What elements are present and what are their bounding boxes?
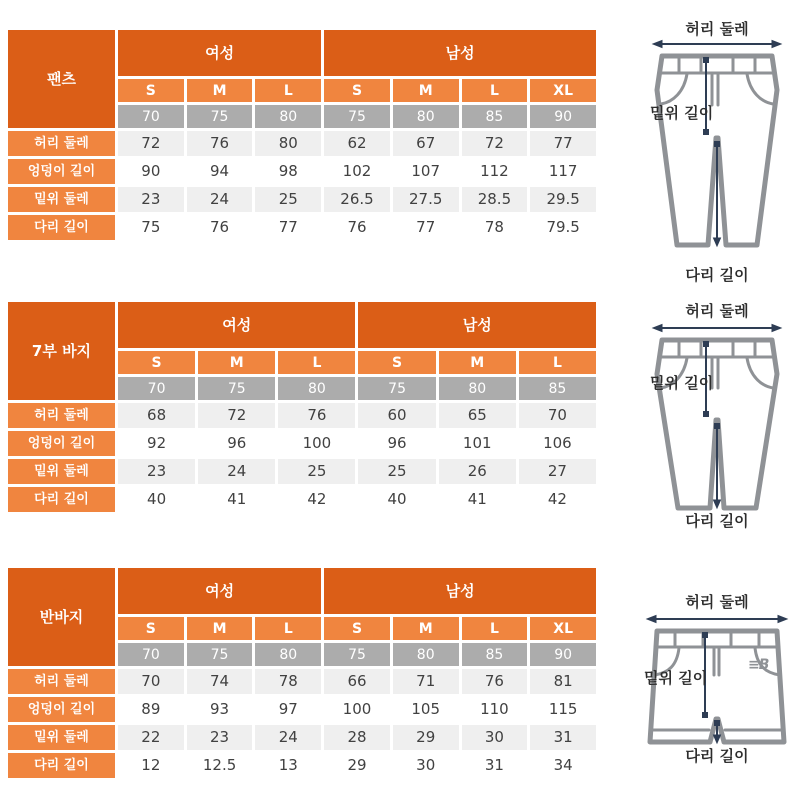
- measure-value: 65: [439, 403, 516, 428]
- size-number-header: 80: [439, 377, 516, 400]
- measure-value: 42: [519, 487, 596, 512]
- measure-value: 97: [255, 697, 321, 722]
- measure-value: 89: [118, 697, 184, 722]
- measure-value: 78: [462, 215, 528, 240]
- measure-value: 76: [187, 215, 253, 240]
- waist-measure-label: 허리 둘레: [685, 593, 749, 611]
- size-letter-header: S: [118, 351, 195, 374]
- size-letter-header: L: [462, 79, 528, 102]
- measure-value: 24: [198, 459, 275, 484]
- measure-value: 22: [118, 725, 184, 750]
- measure-value: 75: [118, 215, 184, 240]
- measure-value: 96: [358, 431, 435, 456]
- size-number-header: 75: [324, 105, 390, 128]
- size-letter-header: S: [358, 351, 435, 374]
- diagram-pants: [612, 18, 800, 286]
- rise-measure-label: 밑위 길이: [650, 374, 714, 392]
- measure-value: 117: [530, 159, 596, 184]
- measure-value: 110: [462, 697, 528, 722]
- size-letter-header: M: [439, 351, 516, 374]
- gender-group-header: 여성: [118, 30, 321, 76]
- table-title: 팬츠: [8, 30, 115, 128]
- measure-value: 29: [324, 753, 390, 778]
- size-letter-header: M: [393, 617, 459, 640]
- measure-value: 115: [530, 697, 596, 722]
- measure-value: 72: [462, 131, 528, 156]
- measure-value: 80: [255, 131, 321, 156]
- measure-value: 60: [358, 403, 435, 428]
- measure-value: 76: [187, 131, 253, 156]
- measure-value: 67: [393, 131, 459, 156]
- size-number-header: 90: [530, 643, 596, 666]
- measure-value: 70: [118, 669, 184, 694]
- measure-value: 23: [187, 725, 253, 750]
- measure-row-label: 허리 둘레: [8, 403, 115, 428]
- size-number-header: 85: [462, 643, 528, 666]
- size-number-header: 80: [393, 643, 459, 666]
- measure-value: 77: [255, 215, 321, 240]
- gender-group-header: 여성: [118, 568, 321, 614]
- size-number-header: 75: [198, 377, 275, 400]
- leg-measure-label: 다리 길이: [685, 512, 749, 530]
- measure-value: 101: [439, 431, 516, 456]
- cropped-pants-drawing-icon: [627, 318, 800, 518]
- size-number-header: 75: [187, 105, 253, 128]
- size-letter-header: M: [187, 79, 253, 102]
- measure-value: 72: [118, 131, 184, 156]
- measure-value: 76: [462, 669, 528, 694]
- size-number-header: 80: [255, 643, 321, 666]
- size-letter-header: L: [519, 351, 596, 374]
- measure-row-label: 다리 길이: [8, 487, 115, 512]
- measure-value: 24: [187, 187, 253, 212]
- measure-row-label: 밑위 둘레: [8, 187, 115, 212]
- diagram-cropped-pants: [612, 292, 800, 532]
- measure-value: 24: [255, 725, 321, 750]
- measure-value: 98: [255, 159, 321, 184]
- measure-row-label: 다리 길이: [8, 753, 115, 778]
- new-balance-logo-icon: ≡B: [748, 657, 769, 673]
- measure-value: 12.5: [187, 753, 253, 778]
- measure-row-label: 엉덩이 길이: [8, 159, 115, 184]
- measure-row-label: 밑위 둘레: [8, 459, 115, 484]
- size-number-header: 80: [255, 105, 321, 128]
- measure-value: 41: [439, 487, 516, 512]
- measure-value: 30: [393, 753, 459, 778]
- measure-value: 28.5: [462, 187, 528, 212]
- measure-value: 90: [118, 159, 184, 184]
- measure-value: 96: [198, 431, 275, 456]
- measure-value: 92: [118, 431, 195, 456]
- measure-value: 26.5: [324, 187, 390, 212]
- size-letter-header: M: [393, 79, 459, 102]
- size-letter-header: S: [118, 617, 184, 640]
- gender-group-header: 남성: [324, 568, 596, 614]
- measure-value: 27.5: [393, 187, 459, 212]
- measure-value: 42: [278, 487, 355, 512]
- size-number-header: 75: [187, 643, 253, 666]
- measure-value: 94: [187, 159, 253, 184]
- measure-value: 105: [393, 697, 459, 722]
- measure-row-label: 밑위 둘레: [8, 725, 115, 750]
- measure-value: 81: [530, 669, 596, 694]
- measure-value: 74: [187, 669, 253, 694]
- size-letter-header: M: [198, 351, 275, 374]
- size-table-pants: [8, 30, 596, 240]
- size-number-header: 90: [530, 105, 596, 128]
- measure-value: 68: [118, 403, 195, 428]
- pants-drawing-icon: [627, 18, 800, 250]
- measure-row-label: 허리 둘레: [8, 131, 115, 156]
- measure-value: 13: [255, 753, 321, 778]
- measure-value: 25: [255, 187, 321, 212]
- measure-value: 23: [118, 459, 195, 484]
- measure-row-label: 엉덩이 길이: [8, 431, 115, 456]
- measure-value: 100: [324, 697, 390, 722]
- diagram-shorts: [612, 585, 800, 785]
- size-number-header: 80: [278, 377, 355, 400]
- measure-value: 40: [118, 487, 195, 512]
- waist-measure-label: 허리 둘레: [685, 302, 749, 320]
- size-letter-header: XL: [530, 617, 596, 640]
- size-letter-header: S: [324, 79, 390, 102]
- measure-value: 23: [118, 187, 184, 212]
- size-number-header: 80: [393, 105, 459, 128]
- measure-value: 29.5: [530, 187, 596, 212]
- size-number-header: 70: [118, 105, 184, 128]
- measure-value: 40: [358, 487, 435, 512]
- measure-value: 66: [324, 669, 390, 694]
- measure-value: 31: [530, 725, 596, 750]
- size-letter-header: M: [187, 617, 253, 640]
- measure-value: 70: [519, 403, 596, 428]
- measure-value: 93: [187, 697, 253, 722]
- size-number-header: 85: [462, 105, 528, 128]
- leg-measure-label: 다리 길이: [685, 747, 749, 765]
- size-number-header: 75: [324, 643, 390, 666]
- waist-measure-label: 허리 둘레: [685, 20, 749, 38]
- size-letter-header: XL: [530, 79, 596, 102]
- size-letter-header: L: [462, 617, 528, 640]
- measure-value: 102: [324, 159, 390, 184]
- size-letter-header: S: [118, 79, 184, 102]
- rise-measure-label: 밑위 길이: [650, 104, 714, 122]
- measure-value: 41: [198, 487, 275, 512]
- size-letter-header: L: [255, 79, 321, 102]
- measure-value: 25: [278, 459, 355, 484]
- measure-value: 79.5: [530, 215, 596, 240]
- measure-row-label: 엉덩이 길이: [8, 697, 115, 722]
- size-number-header: 75: [358, 377, 435, 400]
- measure-value: 112: [462, 159, 528, 184]
- size-number-header: 85: [519, 377, 596, 400]
- size-letter-header: L: [278, 351, 355, 374]
- measure-value: 62: [324, 131, 390, 156]
- measure-value: 71: [393, 669, 459, 694]
- measure-value: 27: [519, 459, 596, 484]
- measure-value: 77: [530, 131, 596, 156]
- measure-value: 76: [324, 215, 390, 240]
- size-letter-header: L: [255, 617, 321, 640]
- measure-value: 76: [278, 403, 355, 428]
- measure-row-label: 다리 길이: [8, 215, 115, 240]
- measure-value: 107: [393, 159, 459, 184]
- leg-measure-label: 다리 길이: [685, 266, 749, 284]
- rise-measure-label: 밑위 길이: [644, 669, 708, 687]
- table-title: 7부 바지: [8, 302, 115, 400]
- size-table-shorts: [8, 568, 596, 778]
- gender-group-header: 여성: [118, 302, 355, 348]
- measure-row-label: 허리 둘레: [8, 669, 115, 694]
- measure-value: 29: [393, 725, 459, 750]
- measure-value: 26: [439, 459, 516, 484]
- size-number-header: 70: [118, 643, 184, 666]
- size-table-cropped-pants: [8, 302, 596, 512]
- gender-group-header: 남성: [324, 30, 596, 76]
- measure-value: 28: [324, 725, 390, 750]
- measure-value: 77: [393, 215, 459, 240]
- measure-value: 34: [530, 753, 596, 778]
- size-letter-header: S: [324, 617, 390, 640]
- measure-value: 30: [462, 725, 528, 750]
- measure-value: 100: [278, 431, 355, 456]
- measure-value: 12: [118, 753, 184, 778]
- size-number-header: 70: [118, 377, 195, 400]
- measure-value: 106: [519, 431, 596, 456]
- gender-group-header: 남성: [358, 302, 596, 348]
- measure-value: 72: [198, 403, 275, 428]
- measure-value: 78: [255, 669, 321, 694]
- measure-value: 25: [358, 459, 435, 484]
- table-title: 반바지: [8, 568, 115, 666]
- measure-value: 31: [462, 753, 528, 778]
